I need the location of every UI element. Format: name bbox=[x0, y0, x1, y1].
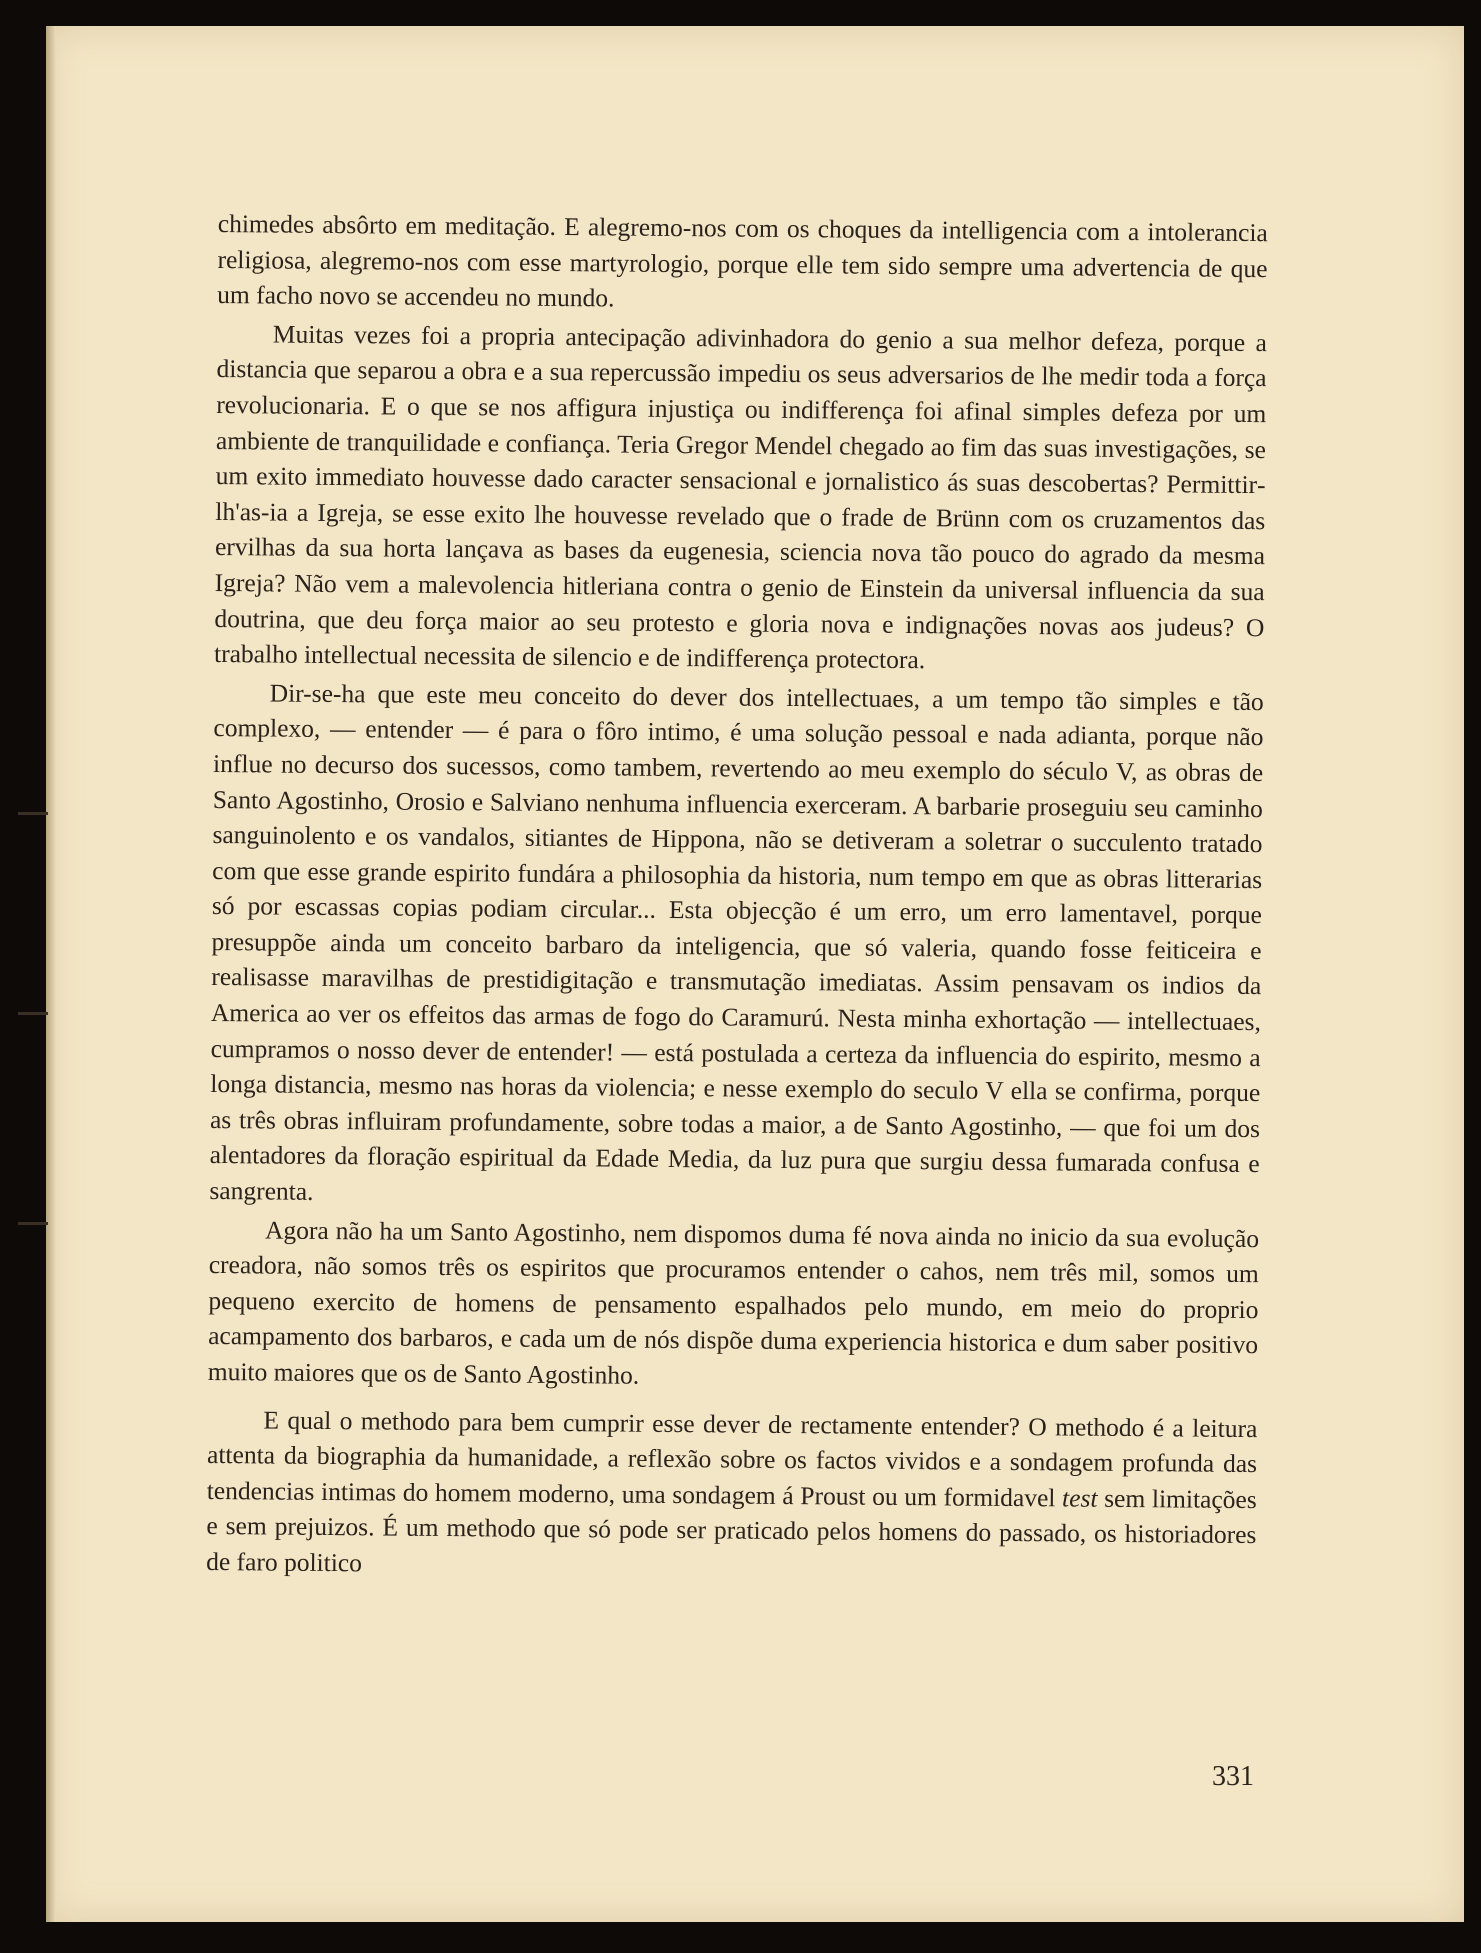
paragraph: Agora não ha um Santo Agostinho, nem dispomos duma fé nova ainda no inicio da sua evolução creadora, não somos três os espiritos que procuramos entender o cahos, nem três mil, somos um pequeno exercito de homens de pensamento espalhados pelo mundo, em meio do proprio acampamento dos barbaros, e cada um de nós dispõe duma experiencia historica e dum saber positivo muito maiores que os de Santo Agostinho. bbox=[207, 1215, 1260, 1390]
page-number: 331 bbox=[1212, 1761, 1254, 1792]
binding-mark bbox=[18, 1222, 48, 1225]
page-spine bbox=[46, 26, 56, 1922]
binding-mark bbox=[18, 812, 48, 815]
paragraph: chimedes absôrto em meditação. E alegremo-nos com os choques da intelligencia com a intolerancia religiosa, alegremo-nos com esse martyrologio, porque elle tem sido sempre uma advertencia de que um facho novo se accendeu no mundo. bbox=[217, 208, 1268, 313]
body-text bbox=[206, 206, 1268, 1589]
paragraph: E qual o methodo para bem cumprir esse dever de rectamente entender? O methodo é a leitura attenta da biographia da humanidade, a reflexão sobre os factos vividos e a sondagem profunda das tendencias intimas do homem moderno, uma sondagem á Proust ou um formidavel test sem limitações e sem prejuizos. É um methodo que só pode ser praticado pelos homens do passado, os historiadores de faro politico bbox=[206, 1405, 1258, 1578]
binding-mark bbox=[18, 1012, 48, 1015]
paragraph: Dir-se-ha que este meu conceito do dever dos intellectuaes, a um tempo tão simples e tão complexo, — entender — é para o fôro intimo, é uma solução pessoal e nada adianta, porque não influe no decurso dos sucessos, como tambem, revertendo ao meu exemplo do século V, as obras de Santo Agostinho, Orosio e Salviano nenhuma influencia exerceram. A barbarie proseguiu seu caminho sanguinolento e os vandalos, sitiantes de Hippona, não se detiveram a soletrar o succulento tratado com que esse grande espirito fundára a philosophia da historia, num tempo em que as obras litterarias só por escassas copias podiam circular... Esta objecção é um erro, um erro lamentavel, porque presuppõe ainda um conceito barbaro da inteligencia, que só valeria, quando fosse feiticeira e realisasse maravilhas de prestidigitação e transmutação imediatas. Assim pensavam os indios da America ao ver os effeitos das armas de fogo do Caramurú. Nesta minha exhortação — intellectuaes, cumpramos o nosso dever de entender! — está postulada a certeza da influencia do espirito, mesmo a longa distancia, mesmo nas horas da violencia; e nesse exemplo do seculo V ella se confirma, porque as três obras influiram profundamente, sobre todas a maior, a de Santo Agostinho, — que foi um dos alentadores da floração espiritual da Edade Media, da luz pura que surgiu dessa fumarada confusa e sangrenta. bbox=[209, 678, 1264, 1206]
paragraph: Muitas vezes foi a propria antecipação adivinhadora do genio a sua melhor defeza, porque a distancia que separou a obra e a sua repercussão impediu os seus adversarios de lhe medir toda a força revolucionaria. E o que se nos affigura injustiça ou indifferença foi afinal simples defeza por um ambiente de tranquilidade e confiança. Teria Gregor Mendel chegado ao fim das suas investigações, se um exito immediato houvesse dado caracter sensacional e jornalistico ás suas descobertas? Permittirlh'as-ia a Igreja, se esse exito lhe houvesse revelado que o frade de Brünn com os cruzamentos das ervilhas da sua horta lançava as bases da eugenesia, sciencia nova tão pouco do agrado da mesma Igreja? Não vem a malevolencia hitleriana contra o genio de Einstein da universal influencia da sua doutrina, que deu força maior ao seu protesto e gloria nova e indignações novas aos judeus? O trabalho intellectual necessita de silencio e de indifferença protectora. bbox=[213, 319, 1267, 675]
